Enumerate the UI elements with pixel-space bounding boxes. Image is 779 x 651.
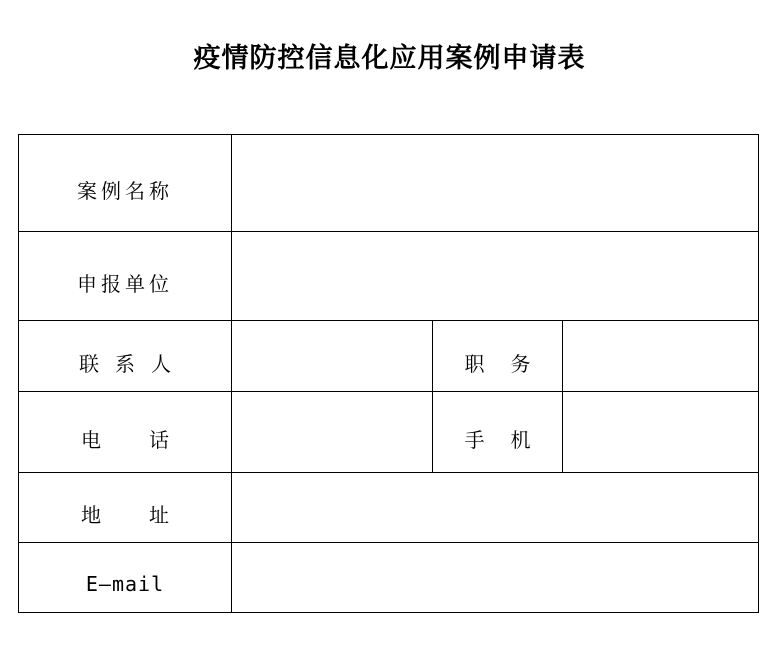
case-name-field[interactable] — [232, 135, 759, 232]
case-name-label — [19, 135, 232, 232]
phone-label-char-1: 电 — [81, 427, 101, 452]
application-form-table — [18, 134, 759, 613]
contact-person-field[interactable] — [232, 321, 433, 392]
phone-field[interactable] — [232, 392, 433, 473]
email-field[interactable] — [232, 543, 759, 613]
row-email — [19, 543, 759, 613]
address-label-char-1: 地 — [81, 503, 101, 527]
position-label — [433, 321, 563, 392]
position-field[interactable] — [563, 321, 759, 392]
case-name-label-text: 案例名称 — [77, 178, 173, 203]
applicant-unit-label-text: 申报单位 — [77, 271, 173, 296]
address-field[interactable] — [232, 473, 759, 543]
row-phone — [19, 392, 759, 473]
email-label — [19, 543, 232, 613]
row-contact — [19, 321, 759, 392]
contact-label-char-1: 联 — [79, 351, 99, 376]
position-label-char-2: 务 — [510, 351, 531, 376]
applicant-unit-field[interactable] — [232, 232, 759, 321]
contact-person-label — [19, 321, 232, 392]
applicant-unit-label — [19, 232, 232, 321]
address-label — [19, 473, 232, 543]
address-label-char-2: 址 — [149, 503, 169, 527]
mobile-label-char-1: 手 — [464, 427, 485, 452]
row-case-name — [19, 135, 759, 232]
position-label-char-1: 职 — [464, 351, 485, 376]
mobile-field[interactable] — [563, 392, 759, 473]
mobile-label-char-2: 机 — [510, 427, 531, 452]
phone-label — [19, 392, 232, 473]
contact-label-char-2: 系 — [115, 351, 135, 376]
page-title: 疫情防控信息化应用案例申请表 — [193, 43, 586, 74]
phone-label-char-2: 话 — [149, 427, 169, 452]
row-address — [19, 473, 759, 543]
row-applicant-unit — [19, 232, 759, 321]
contact-label-char-3: 人 — [151, 351, 171, 376]
mobile-label — [433, 392, 563, 473]
email-label-text: E—mail — [85, 571, 165, 596]
